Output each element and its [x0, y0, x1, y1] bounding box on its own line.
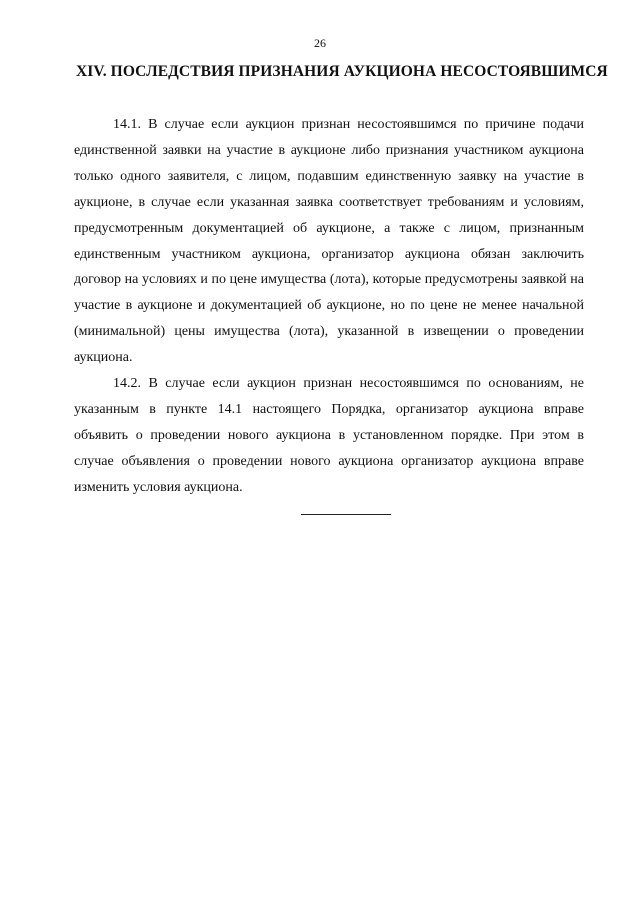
page-number: 26: [314, 36, 326, 50]
end-divider: [301, 514, 391, 515]
paragraph-14-1: 14.1. В случае если аукцион признан несостоявшимся по причине подачи единственной заявки на участие в аукционе либо признания участником аукциона только одного заявителя, с лицом, подавшим единственную заявку на участие в аукционе, в случае если указанная заявка соответствует требованиям и условиям, предусмотренным документацией об аукционе, а также с лицом, признанным единственным участником аукциона, организатор аукциона обязан заключить договор на условиях и по цене имущества (лота), которые предусмотрены заявкой на участие в аукционе и документацией об аукционе, но по цене не менее начальной (минимальной) цены имущества (лота), указанной в извещении о проведении аукциона.: [74, 117, 584, 366]
document-body: [74, 112, 584, 501]
paragraph-14-2: 14.2. В случае если аукцион признан несостоявшимся по основаниям, не указанным в пункте 14.1 настоящего Порядка, организатор аукциона вправе объявить о проведении нового аукциона в установленном порядке. При этом в случае объявления о проведении нового аукциона организатор аукциона вправе изменить условия аукциона.: [74, 376, 584, 495]
section-title: XIV. ПОСЛЕДСТВИЯ ПРИЗНАНИЯ АУКЦИОНА НЕСОСТОЯВШИМСЯ: [76, 63, 608, 80]
